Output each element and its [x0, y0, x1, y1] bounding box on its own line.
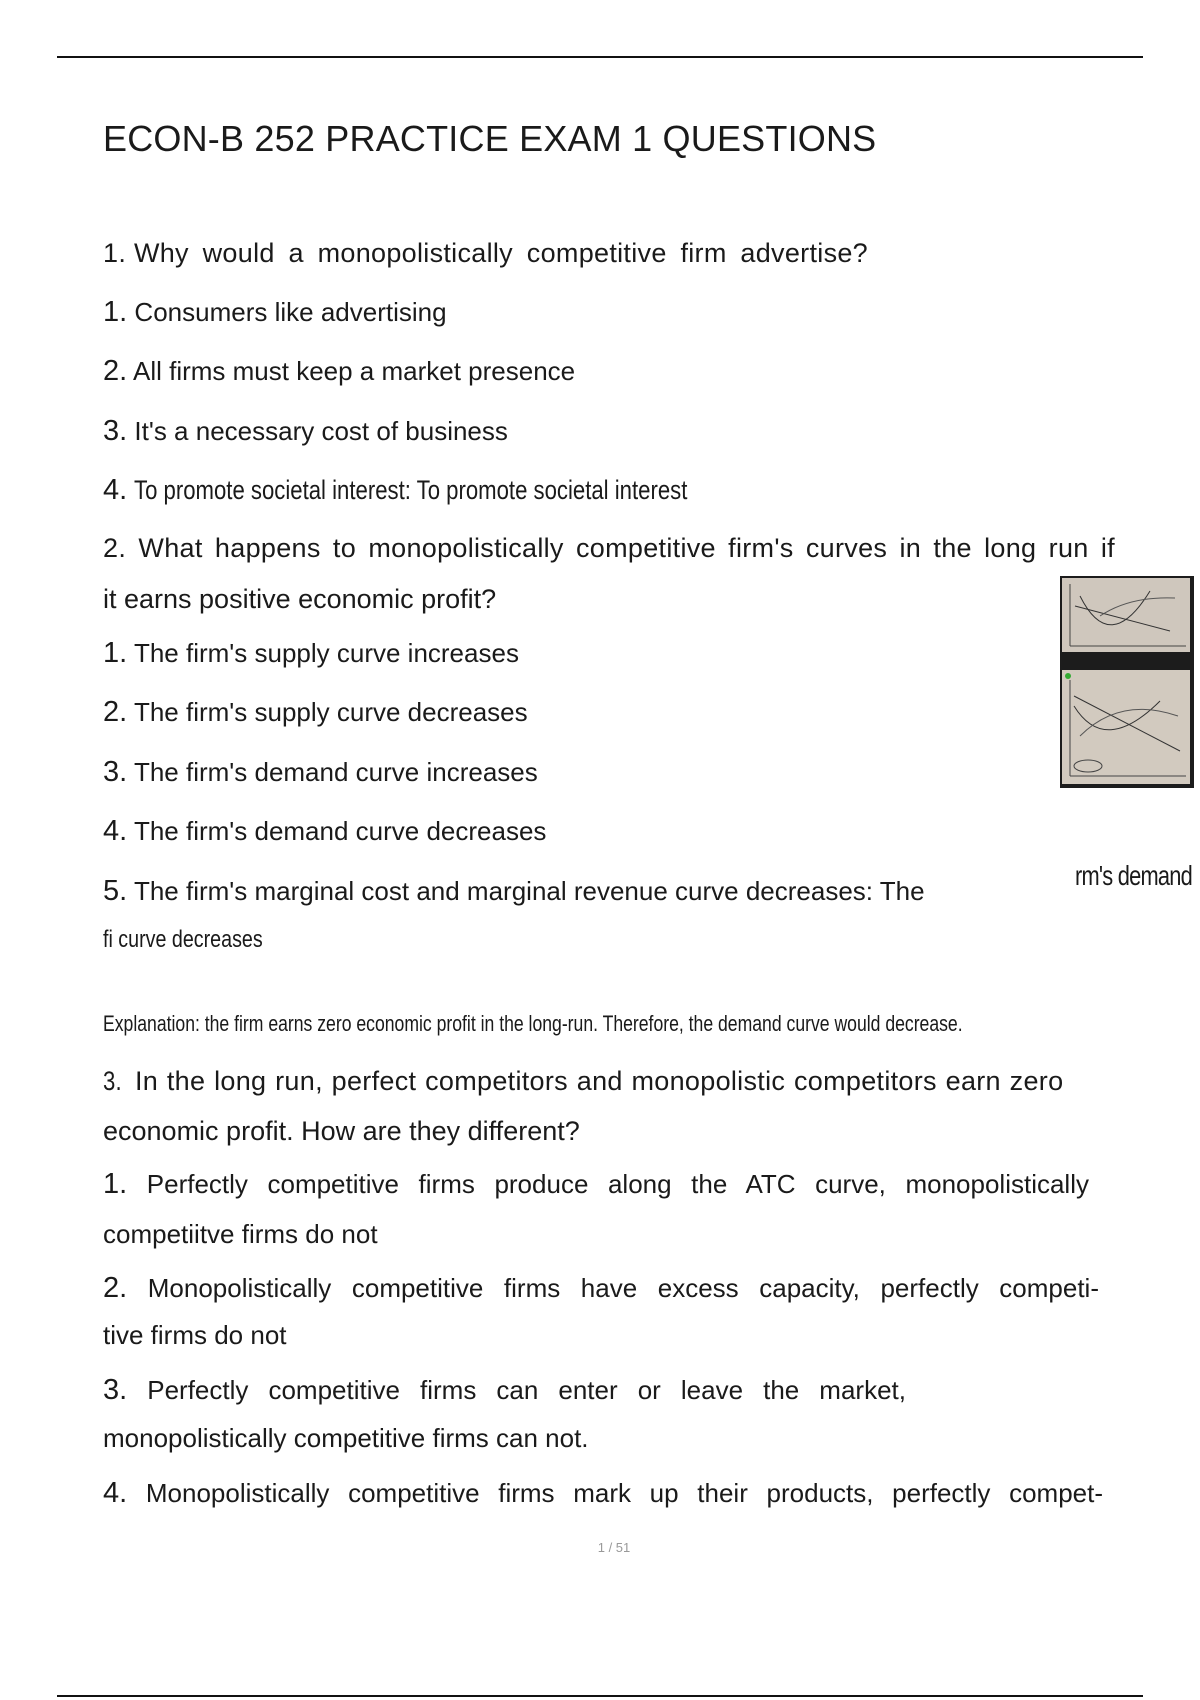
q3-option-1-cont: competiitve firms do not — [103, 1219, 378, 1249]
bottom-rule — [57, 1695, 1143, 1697]
question-number: 3. — [103, 1066, 122, 1096]
question-3-cont: economic profit. How are they different? — [103, 1116, 580, 1146]
q2-option-1: 1. The firm's supply curve increases — [103, 637, 519, 669]
q3-option-2: 2. Monopolistically competitive firms have excess capacity, perfectly competi- — [103, 1272, 1099, 1304]
page-number: 1 / 51 — [597, 1540, 631, 1555]
q2-option-2: 2. The firm's supply curve decreases — [103, 696, 528, 728]
graph-thumbnail-image — [1060, 576, 1194, 788]
q2-option-4: 4. The firm's demand curve decreases — [103, 815, 547, 847]
q2-option-5: 5. The firm's marginal cost and marginal revenue curve decreases: The — [103, 875, 925, 907]
q3-option-1: 1. Perfectly competitive firms produce along the ATC curve, monopolistically — [103, 1168, 1089, 1200]
q3-option-4: 4. Monopolistically competitive firms mark up their products, perfectly compet- — [103, 1477, 1104, 1509]
q1-option-3: 3. It's a necessary cost of business — [103, 415, 508, 447]
q2-option-3: 3. The firm's demand curve increases — [103, 756, 538, 788]
question-number: 1. — [103, 238, 127, 268]
q1-option-2: 2. All firms must keep a market presence — [103, 355, 576, 387]
q2-option-5-cont: fi curve decreases — [103, 926, 263, 953]
question-text: Why would a monopolistically competitive firm advertise? — [133, 238, 868, 268]
top-rule — [57, 56, 1143, 58]
q3-option-2-cont: tive firms do not — [103, 1320, 287, 1350]
question-text: What happens to monopolistically competitive firm's curves in the long run if — [138, 533, 1115, 563]
q3-option-3-cont: monopolistically competitive firms can not. — [103, 1423, 589, 1453]
explanation-text: Explanation: the firm earns zero economic profit in the long-run. Therefore, the demand curve would decrease. — [103, 1011, 963, 1036]
question-2-cont: it earns positive economic profit? — [103, 584, 497, 614]
page-title: ECON-B 252 PRACTICE EXAM 1 QUESTIONS — [103, 118, 877, 159]
question-text: In the long run, perfect competitors and monopolistic competitors earn zero — [134, 1066, 1064, 1096]
q1-option-1: 1. Consumers like advertising — [103, 296, 447, 328]
question-1 — [103, 238, 868, 269]
question-3 — [103, 1066, 1063, 1097]
question-number: 2. — [103, 533, 127, 563]
q1-option-4: 4. To promote societal interest: To promote societal interest — [103, 474, 688, 506]
question-2 — [103, 533, 1115, 564]
q3-option-3: 3. Perfectly competitive firms can enter or leave the market, — [103, 1374, 906, 1406]
cropped-text-fragment: rm's demand — [1075, 860, 1192, 891]
